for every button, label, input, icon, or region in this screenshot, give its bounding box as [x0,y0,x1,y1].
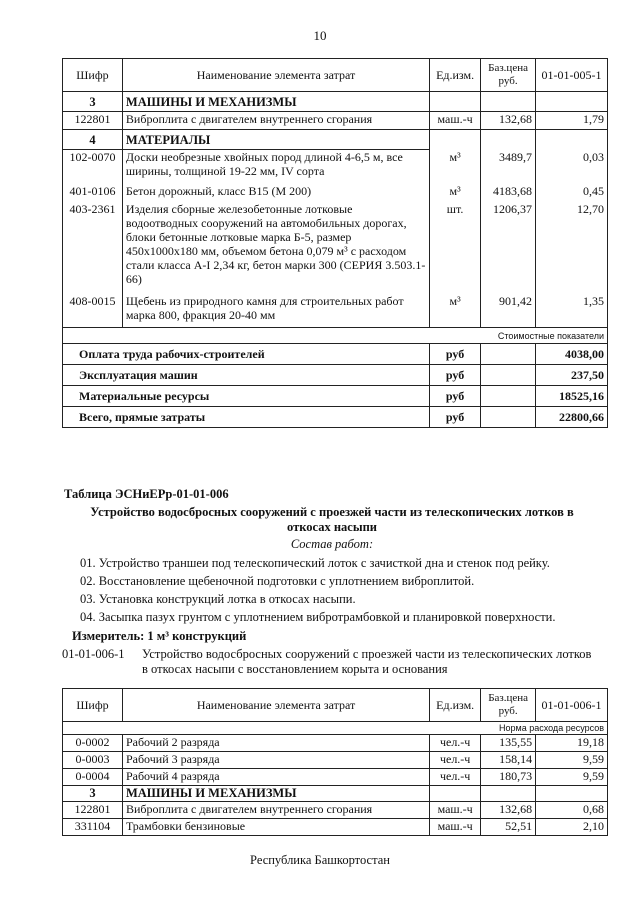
item-code: 01-01-006-1 [62,647,125,661]
cost-row [63,365,608,386]
header-unit: Ед.изм. [430,689,481,722]
row-price: 158,14 [481,752,536,769]
section-row [63,786,608,802]
row-code: 102-0070 [63,150,123,184]
row-qty: 9,59 [536,769,608,786]
row-name: Виброплита с двигателем внутреннего сгорания [122,802,429,819]
row-name: Рабочий 3 разряда [122,752,429,769]
cost-caption: Стоимостные показатели [63,328,608,344]
header-price: Баз.цена руб. [481,689,536,722]
row-qty: 0,45 [536,184,608,202]
table-header [63,689,608,722]
row-name: Рабочий 2 разряда [122,735,429,752]
row-price: 132,68 [481,112,536,130]
table-row [63,735,608,752]
table-reference: Таблица ЭСНиЕРр-01-01-006 [64,487,229,501]
page-number: 10 [313,28,327,43]
row-code: 0-0002 [63,735,123,752]
work-item: 04. Засыпка пазух грунтом с уплотнением вибротрамбовкой и планировкой поверхности. [80,610,556,624]
table-header [63,59,608,92]
header-unit: Ед.изм. [430,59,481,92]
resources-table-006 [62,688,608,836]
cost-row [63,386,608,407]
section-number: 3 [63,786,123,802]
row-code: 0-0004 [63,769,123,786]
norm-caption-row [63,722,608,735]
item-description-line2: в откосах насыпи с восстановлением корыта и основания [142,662,448,676]
row-code: 122801 [63,802,123,819]
cost-caption-row [63,328,608,344]
norm-caption: Норма расхода ресурсов [63,722,608,735]
section-title: МАШИНЫ И МЕХАНИЗМЫ [122,92,429,112]
section-row [63,92,608,112]
row-unit: чел.-ч [430,752,481,769]
row-name: Изделия сборные железобетонные лотковые водоотводных сооружений на автомобильных дорогах, блоки бетонные лотковые марка Б-5, размер 450х1000х180 мм, объемом бетона 0,079 м³ с расходом стали класса А-I 2,34 кг, бетон марки 300 (СЕРИЯ 3.503.1-66) [122,202,429,294]
table-row [63,184,608,202]
cost-unit: руб [430,386,481,407]
work-item: 02. Восстановление щебеночной подготовки с уплотнением виброплитой. [80,574,475,588]
table-row [63,150,608,184]
table-row [63,752,608,769]
header-name: Наименование элемента затрат [122,59,429,92]
table-row [63,112,608,130]
row-price: 901,42 [481,294,536,328]
row-qty: 9,59 [536,752,608,769]
row-price: 1206,37 [481,202,536,294]
header-norm: 01-01-005-1 [536,59,608,92]
cost-unit: руб [430,407,481,428]
header-code: Шифр [63,689,123,722]
row-unit: маш.-ч [430,112,481,130]
table-row [63,769,608,786]
cost-unit: руб [430,365,481,386]
row-name: Щебень из природного камня для строительных работ марка 800, фракция 20-40 мм [122,294,429,328]
header-norm: 01-01-006-1 [536,689,608,722]
row-name: Трамбовки бензиновые [122,819,429,836]
row-qty: 19,18 [536,735,608,752]
table-row [63,819,608,836]
section-number: 3 [63,92,123,112]
cost-value: 237,50 [536,365,608,386]
resources-table-005 [62,58,608,428]
row-qty: 0,68 [536,802,608,819]
item-description-line1: Устройство водосбросных сооружений с проезжей части из телескопических лотков [142,647,592,661]
row-price: 3489,7 [481,150,536,184]
row-unit: м³ [430,150,481,184]
row-code: 403-2361 [63,202,123,294]
header-price: Баз.цена руб. [481,59,536,92]
row-unit: маш.-ч [430,819,481,836]
section-title-line1: Устройство водосбросных сооружений с проезжей части из телескопических лотков в [90,505,574,519]
row-unit: чел.-ч [430,769,481,786]
row-name: Доски необрезные хвойных пород длиной 4-6,5 м, все ширины, толщиной 19-22 мм, IV сорта [122,150,429,184]
section-number: 4 [63,130,123,150]
row-code: 331104 [63,819,123,836]
cost-unit: руб [430,344,481,365]
cost-label: Эксплуатация машин [63,365,430,386]
row-unit: чел.-ч [430,735,481,752]
table-row [63,202,608,294]
header-name: Наименование элемента затрат [122,689,429,722]
row-code: 0-0003 [63,752,123,769]
cost-value: 18525,16 [536,386,608,407]
row-code: 401-0106 [63,184,123,202]
table-row [63,294,608,328]
cost-label: Оплата труда рабочих-строителей [63,344,430,365]
row-unit: маш.-ч [430,802,481,819]
section-row [63,130,608,150]
works-heading: Состав работ: [290,537,374,551]
section-title: МАШИНЫ И МЕХАНИЗМЫ [122,786,429,802]
row-unit: м³ [430,184,481,202]
row-qty: 1,35 [536,294,608,328]
section-title-line2: откосах насыпи [286,520,377,534]
work-item: 01. Устройство траншеи под телескопический лоток с зачисткой дна и стенок под рейку. [80,556,550,570]
row-name: Рабочий 4 разряда [122,769,429,786]
row-price: 132,68 [481,802,536,819]
work-item: 03. Установка конструкций лотка в откосах насыпи. [80,592,356,606]
row-price: 180,73 [481,769,536,786]
section-title: МАТЕРИАЛЫ [122,130,429,150]
measure-unit: Измеритель: 1 м³ конструкций [72,629,247,643]
cost-label: Материальные ресурсы [63,386,430,407]
cost-value: 22800,66 [536,407,608,428]
row-price: 4183,68 [481,184,536,202]
row-price: 52,51 [481,819,536,836]
row-code: 122801 [63,112,123,130]
cost-value: 4038,00 [536,344,608,365]
cost-row [63,407,608,428]
row-unit: шт. [430,202,481,294]
cost-row [63,344,608,365]
row-qty: 12,70 [536,202,608,294]
row-price: 135,55 [481,735,536,752]
row-qty: 1,79 [536,112,608,130]
row-name: Виброплита с двигателем внутреннего сгорания [122,112,429,130]
row-name: Бетон дорожный, класс В15 (М 200) [122,184,429,202]
table-row [63,802,608,819]
row-qty: 0,03 [536,150,608,184]
cost-label: Всего, прямые затраты [63,407,430,428]
row-unit: м³ [430,294,481,328]
header-code: Шифр [63,59,123,92]
row-qty: 2,10 [536,819,608,836]
footer-region: Республика Башкортостан [250,853,390,867]
row-code: 408-0015 [63,294,123,328]
